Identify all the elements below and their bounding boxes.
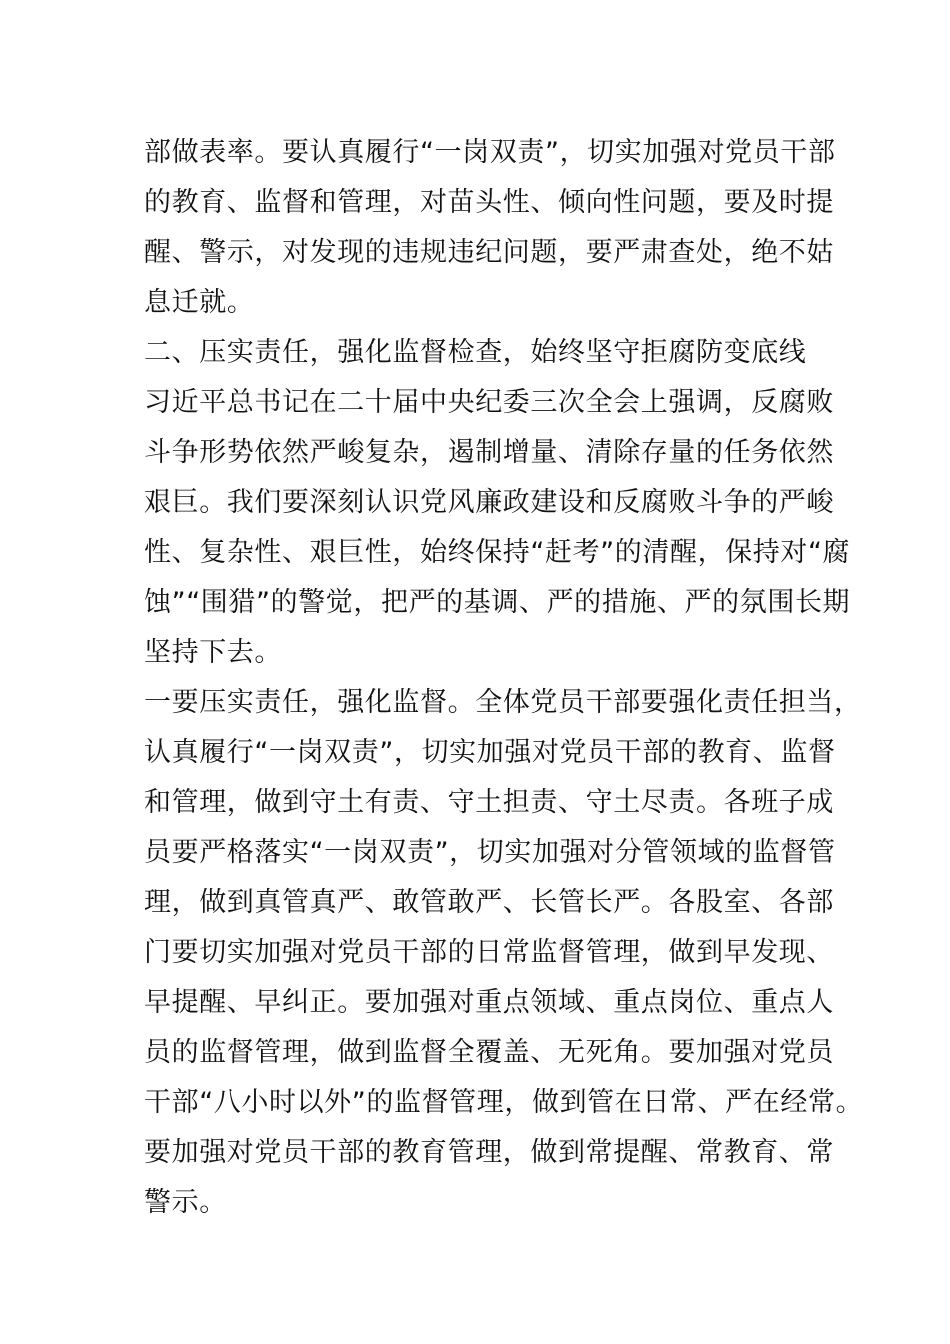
text-line: 部做表率。要认真履行“一岗双责”，切实加强对党员干部 xyxy=(144,137,836,168)
text-line: 艰巨。我们要深刻认识党风廉政建设和反腐败斗争的严峻 xyxy=(144,487,834,518)
text-line: 要加强对党员干部的教育管理，做到常提醒、常教育、常 xyxy=(144,1137,834,1168)
text-line: 理，做到真管真严、敢管敢严、长管长严。各股室、各部 xyxy=(144,887,834,918)
text-line: 的教育、监督和管理，对苗头性、倾向性问题，要及时提 xyxy=(144,187,834,218)
text-line: 醒、警示，对发现的违规违纪问题，要严肃查处，绝不姑 xyxy=(144,237,834,268)
text-line: 息迁就。 xyxy=(144,287,255,318)
text-line: 认真履行“一岗双责”，切实加强对党员干部的教育、监督 xyxy=(144,737,836,768)
body-text xyxy=(144,128,864,1228)
text-line: 蚀”“围猎”的警觉，把严的基调、严的措施、严的氛围长期 xyxy=(144,587,851,618)
text-line: 和管理，做到守土有责、守土担责、守土尽责。各班子成 xyxy=(144,787,834,818)
text-line: 性、复杂性、艰巨性，始终保持“赶考”的清醒，保持对“腐 xyxy=(144,537,851,568)
text-line: 坚持下去。 xyxy=(144,637,282,668)
text-line: 干部“八小时以外”的监督管理，做到管在日常、严在经常。 xyxy=(144,1087,864,1118)
text-line: 早提醒、早纠正。要加强对重点领域、重点岗位、重点人 xyxy=(144,987,834,1018)
section-heading: 二、压实责任，强化监督检查，始终坚守拒腐防变底线 xyxy=(144,337,807,368)
text-line: 警示。 xyxy=(144,1187,227,1218)
text-line: 斗争形势依然严峻复杂，遏制增量、清除存量的任务依然 xyxy=(144,437,834,468)
text-line: 一要压实责任，强化监督。全体党员干部要强化责任担当， xyxy=(144,687,862,718)
text-line: 习近平总书记在二十届中央纪委三次全会上强调，反腐败 xyxy=(144,387,834,418)
text-line: 员的监督管理，做到监督全覆盖、无死角。要加强对党员 xyxy=(144,1037,834,1068)
text-line: 员要严格落实“一岗双责”，切实加强对分管领域的监督管 xyxy=(144,837,836,868)
text-line: 门要切实加强对党员干部的日常监督管理，做到早发现、 xyxy=(144,937,834,968)
